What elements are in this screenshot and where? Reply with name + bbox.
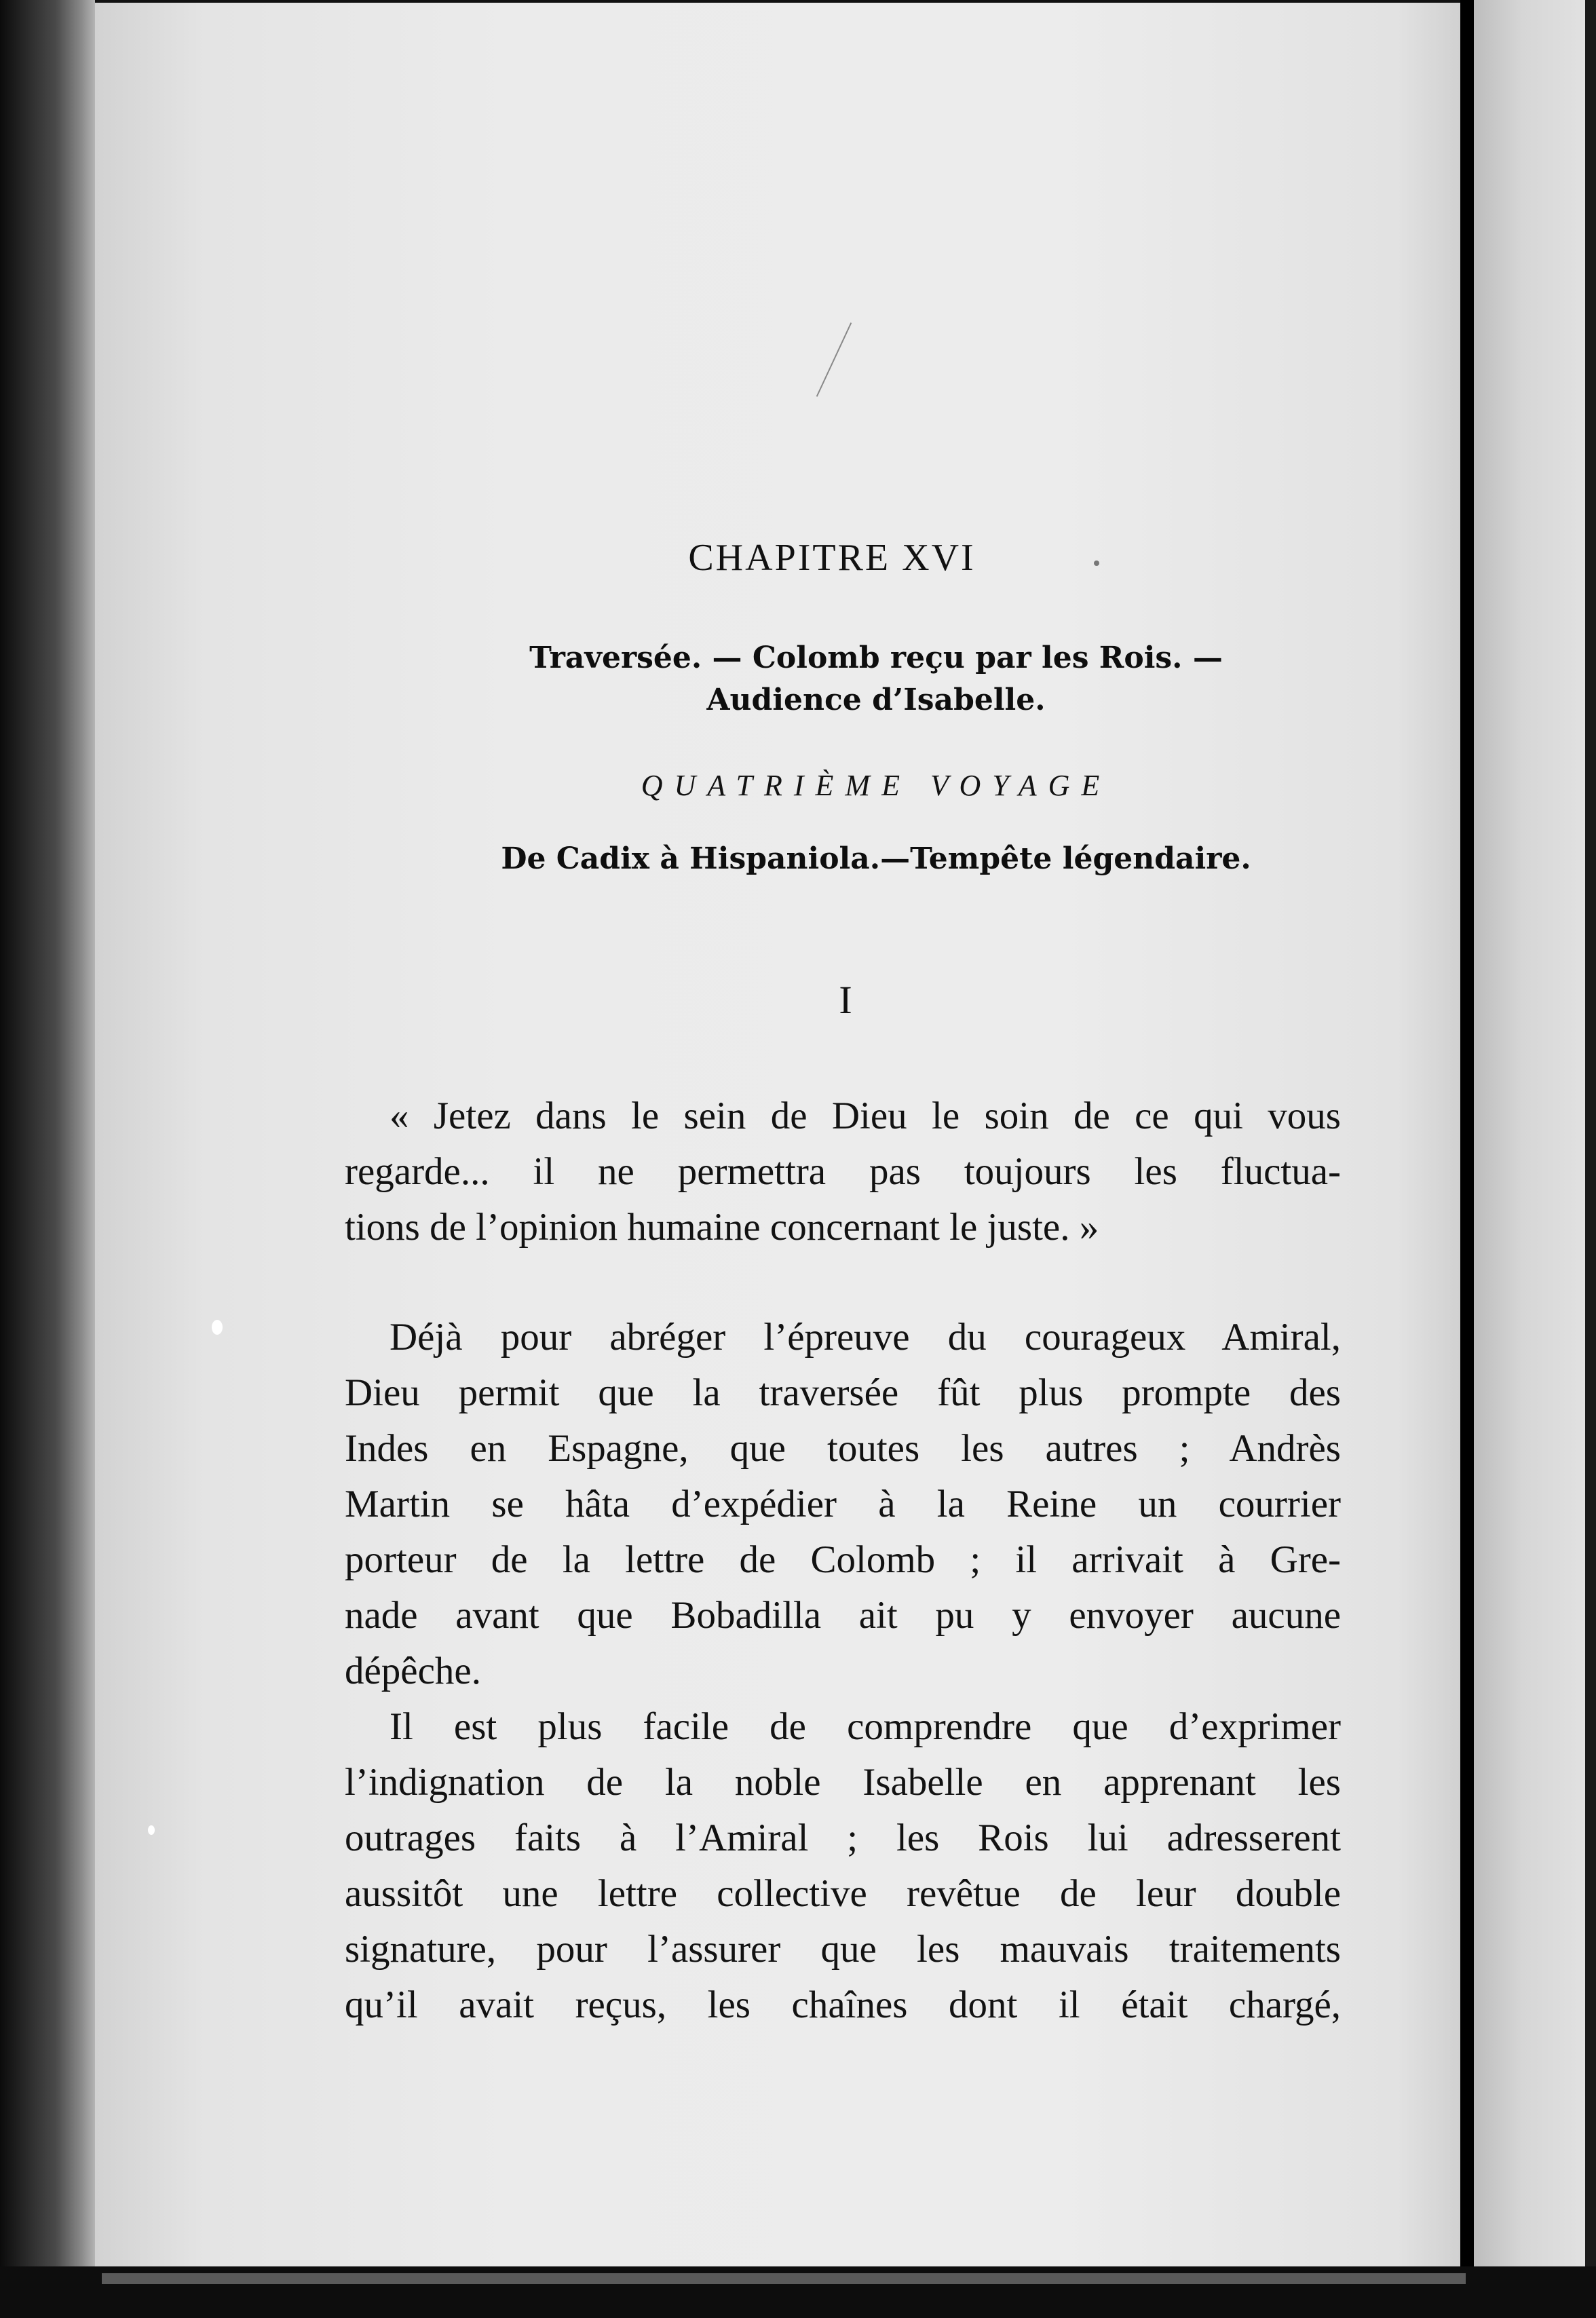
voyage-heading: QUATRIÈME VOYAGE (641, 769, 1112, 802)
voyage-subtitle: De Cadix à Hispaniola.—Tempête légendaire. (501, 841, 1251, 876)
paragraph-1 (345, 1310, 1341, 1699)
quote-line: regarde... il ne permettra pas toujours les fluctua- (345, 1150, 1341, 1193)
book-spine-shadow (0, 0, 102, 2318)
paragraph-line: Martin se hâta d’expédier à la Reine un courrier (345, 1483, 1341, 1525)
scan-speck (212, 1320, 223, 1335)
page-edge-line (1460, 0, 1474, 2273)
section-number: I (839, 978, 852, 1022)
next-page-strip (1474, 0, 1596, 2273)
paragraph-line: dépêche. (345, 1650, 481, 1692)
paragraph-line: Il est plus facile de comprendre que d’exprimer (390, 1705, 1341, 1748)
quote-line: tions de l’opinion humaine concernant le juste. » (345, 1206, 1099, 1249)
paragraph-line: aussitôt une lettre collective revêtue de leur double (345, 1872, 1341, 1915)
paragraph-line: l’indignation de la noble Isabelle en apprenant les (345, 1761, 1341, 1804)
paragraph-line: qu’il avait reçus, les chaînes dont il était chargé, (345, 1983, 1341, 2026)
scan-right-border (1585, 0, 1596, 2273)
paragraph-2 (345, 1699, 1341, 2033)
paragraph-line: outrages faits à l’Amiral ; les Rois lui adresserent (345, 1817, 1341, 1859)
epigraph-quote (345, 1088, 1341, 1255)
page-top-border (95, 0, 1466, 3)
chapter-title: CHAPITRE XVI (688, 537, 976, 579)
chapter-subtitle-line-2: Audience d’Isabelle. (706, 683, 1046, 717)
chapter-subtitle-line-1: Traversée. — Colomb reçu par les Rois. — (529, 641, 1223, 675)
paragraph-line: nade avant que Bobadilla ait pu y envoyer aucune (345, 1594, 1341, 1637)
page-bottom-edge (102, 2273, 1466, 2284)
scan-speck (148, 1825, 155, 1835)
paragraph-line: porteur de la lettre de Colomb ; il arrivait à Gre- (345, 1538, 1341, 1581)
paragraph-line: Déjà pour abréger l’épreuve du courageux Amiral, (390, 1316, 1341, 1358)
paragraph-line: signature, pour l’assurer que les mauvais traitements (345, 1928, 1341, 1971)
paragraph-line: Dieu permit que la traversée fût plus prompte des (345, 1371, 1341, 1414)
paragraph-line: Indes en Espagne, que toutes les autres ; Andrès (345, 1427, 1341, 1470)
quote-line: « Jetez dans le sein de Dieu le soin de ce qui vous (390, 1095, 1341, 1137)
